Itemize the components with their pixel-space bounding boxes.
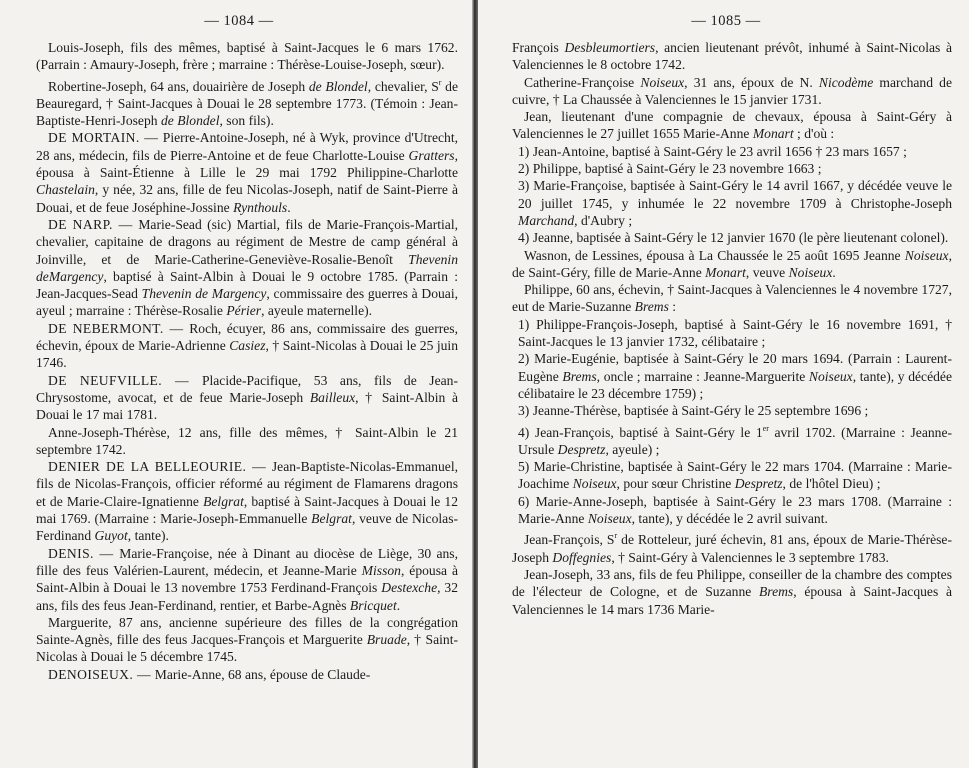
family-heading: DENIS. — — [48, 545, 120, 561]
entry: DE MORTAIN. — Pierre-Antoine-Joseph, né à Wyk, province d'Utrecht, 28 ans, médecin, fils de Pierre-Antoine et de feue Charlotte-Louise Gratters, épousa à Saint-Étienne à Lille le 29 mai 1792 Philippine-Charlotte Chastelain, y née, 32 ans, fille de feu Nicolas-Joseph, natif de Saint-Pierre à Douai, et de feue Joséphine-Jossine Rynthouls. — [36, 130, 459, 215]
page-number: — 1085 — — [691, 13, 761, 29]
family-heading: DE MORTAIN. — — [48, 130, 163, 146]
entry: 2) Philippe, baptisé à Saint-Géry le 23 novembre 1663 ; — [518, 161, 822, 177]
family-heading: DENOISEUX. — — [48, 666, 155, 682]
entry: 4) Jean-François, baptisé à Saint-Géry le 1er avril 1702. (Marraine : Jeanne-Ursule Despretz, ayeule) ; — [518, 423, 953, 457]
entry: Philippe, 60 ans, échevin, † Saint-Jacques à Valenciennes le 4 novembre 1727, eut de Marie-Suzanne Brems : — [512, 282, 952, 315]
entry: François Desbleumortiers, ancien lieutenant prévôt, inhumé à Saint-Nicolas à Valenciennes le 8 octobre 1742. — [512, 40, 952, 73]
left-page — [14, 0, 464, 768]
entry: 3) Jeanne-Thérèse, baptisée à Saint-Géry le 25 septembre 1696 ; — [518, 403, 869, 419]
page-number: — 1084 — — [204, 13, 274, 29]
entry: 4) Jeanne, baptisée à Saint-Géry le 12 janvier 1670 (le père lieutenant colonel). — [518, 230, 949, 246]
entry: 2) Marie-Eugénie, baptisée à Saint-Géry le 20 mars 1694. (Parrain : Laurent-Eugène Brems, oncle ; marraine : Jeanne-Marguerite Noiseux, tante), y décédée célibataire le 23 décembre 1759) ; — [518, 351, 952, 401]
entry: DE NEUFVILLE. — Placide-Pacifique, 53 ans, fils de Jean-Chrysostome, avocat, et de feue Marie-Joseph Bailleux, † Saint-Albin à Douai le 17 mai 1781. — [36, 372, 458, 423]
family-heading: DE NEUFVILLE. — — [48, 372, 202, 388]
entry: Jean, lieutenant d'une compagnie de chevaux, épousa à Saint-Géry à Valenciennes le 27 juillet 1655 Marie-Anne Monart ; d'où : — [512, 109, 952, 142]
entry: DENOISEUX. — Marie-Anne, 68 ans, épouse de Claude- — [48, 666, 371, 682]
entry: Louis-Joseph, fils des mêmes, baptisé à Saint-Jacques le 6 mars 1762. (Parrain : Amaury-Joseph, frère ; marraine : Thérèse-Louise-Joseph, sœur). — [36, 40, 458, 73]
entry: Marguerite, 87 ans, ancienne supérieure des filles de la congrégation Sainte-Agnès, fille des feus Jacques-François et Marguerite Bruade, † Saint-Nicolas à Douai le 5 décembre 1745. — [36, 614, 458, 665]
entry: Anne-Joseph-Thérèse, 12 ans, fille des mêmes, † Saint-Albin le 21 septembre 1742. — [36, 424, 458, 457]
entry: 5) Marie-Christine, baptisée à Saint-Géry le 22 mars 1704. (Marraine : Marie-Joachime Noiseux, pour sœur Christine Despretz, de l'hôtel Dieu) ; — [518, 459, 952, 492]
entry: DE NEBERMONT. — Roch, écuyer, 86 ans, commissaire des guerres, échevin, époux de Marie-Adrienne Casiez, † Saint-Nicolas à Douai le 25 juin 1746. — [36, 320, 458, 371]
entry: 6) Marie-Anne-Joseph, baptisée à Saint-Géry le 23 mars 1708. (Marraine : Marie-Anne Noiseux, tante), y décédée le 2 avril suivant. — [518, 493, 952, 527]
entry: 3) Marie-Françoise, baptisée à Saint-Géry le 14 avril 1667, y décédée veuve le 20 juillet 1745, y inhumée le 22 novembre 1709 à Christophe-Joseph Marchand, d'Aubry ; — [518, 178, 952, 228]
entry: 1) Jean-Antoine, baptisé à Saint-Géry le 23 avril 1656 † 23 mars 1657 ; — [518, 143, 907, 159]
entry: Jean-François, $S^r$ de Rotteleur, juré échevin, 81 ans, époux de Marie-Thérèse-Joseph Doffegnies, † Saint-Géry à Valenciennes le 3 septembre 1783. — [512, 531, 952, 565]
entry: DENIER DE LA BELLEOURIE. — Jean-Baptiste-Nicolas-Emmanuel, fils de Nicolas-François, officier réformé au régiment de Flamarens dragons et de Marie-Claire-Ignatienne Belgrat, baptisé à Saint-Jacques à Douai le 12 mai 1769. (Marraine : Marie-Joseph-Emmanuelle Belgrat, veuve de Nicolas-Ferdinand Guyot, tante). — [36, 459, 459, 544]
entry: Jean-Joseph, 33 ans, fils de feu Philippe, conseiller de la chambre des comptes de l'électeur de Cologne, et de Suzanne Brems, épousa à Saint-Jacques à Valenciennes le 14 mars 1736 Marie- — [512, 566, 952, 617]
entry: 1) Philippe-François-Joseph, baptisé à Saint-Géry le 16 novembre 1691, † Saint-Jacques le 13 janvier 1732, célibataire ; — [518, 316, 952, 350]
right-page — [492, 0, 960, 768]
entry: Catherine-Françoise Noiseux, 31 ans, époux de N. Nicodème marchand de cuivre, † La Chaussée à Valenciennes le 15 janvier 1731. — [512, 74, 952, 107]
entry: Wasnon, de Lessines, épousa à La Chaussée le 25 août 1695 Jeanne Noiseux, de Saint-Géry, fille de Marie-Anne Monart, veuve Noiseux. — [512, 247, 952, 280]
family-heading: DENIER DE LA BELLEOURIE. — — [48, 459, 272, 475]
family-heading: DE NEBERMONT. — — [48, 320, 190, 336]
entry: DENIS. — Marie-Françoise, née à Dinant au diocèse de Liège, 30 ans, fille des feus Valérien-Laurent, médecin, et Jeanne-Marie Misson, épousa à Saint-Albin à Douai le 13 novembre 1753 Ferdinand-François Destexche, 32 ans, fils des feus Jean-Ferdinand, rentier, et Barbe-Agnès Bricquet. — [36, 545, 459, 613]
page-body — [14, 39, 464, 683]
entry: Robertine-Joseph, 64 ans, douairière de Joseph de Blondel, chevalier, $S^r$ de Beauregard, † Saint-Jacques à Douai le 28 septembre 1773. (Témoin : Jean-Baptiste-Henri-Joseph de Blondel, son fils). — [36, 77, 458, 129]
entry: DE NARP. — Marie-Sead (sic) Martial, fils de Marie-François-Martial, chevalier, capitaine de dragons au régiment de Mestre de camp général à Joinville, et de Marie-Catherine-Geneviève-Rosalie-Benoît Thevenin deMargency, baptisé à Saint-Albin à Douai le 9 octobre 1785. (Parrain : Jean-Jacques-Sead Thevenin de Margency, commissaire des guerres à Douai, ayeul ; marraine : Thérèse-Rosalie Périer, ayeule maternelle). — [36, 216, 458, 319]
book-gutter — [472, 0, 478, 768]
page-body — [492, 39, 960, 618]
family-heading: DE NARP. — — [48, 216, 139, 232]
